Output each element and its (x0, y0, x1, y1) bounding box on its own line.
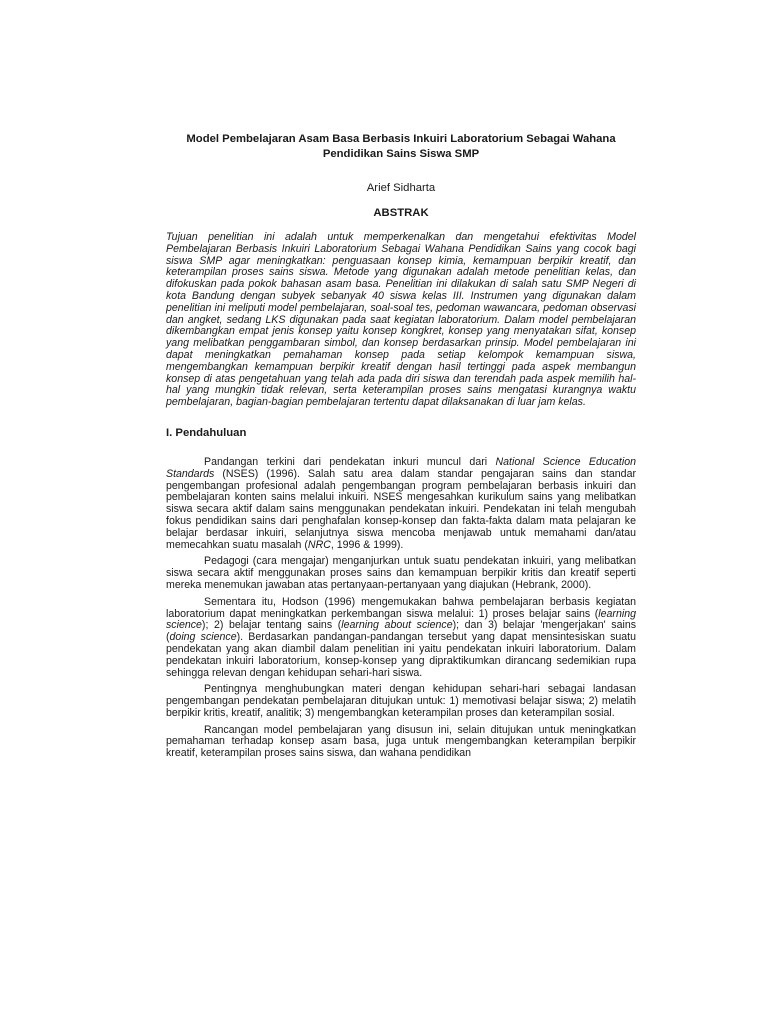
paper-title: Model Pembelajaran Asam Basa Berbasis Inkuiri Laboratorium Sebagai Wahana Pendidikan Sains Siswa SMP (186, 133, 616, 160)
p3-italic-doing-science: doing science (169, 631, 237, 644)
p3-text-a: Sementara itu, Hodson (1996) mengemukakan bahwa pembelajaran berbasis kegiatan laboratorium dapat meningkatkan perkembangan siswa melalui: 1) proses belajar sains ( (166, 595, 636, 620)
abstract-text: Tujuan penelitian ini adalah untuk memperkenalkan dan mengetahui efektivitas Model Pembelajaran Berbasis Inkuiri Laboratorium Sebagai Wahana Pendidikan Sains yang cocok bagi siswa SMP agar meningkatkan: penguasaan konsep kimia, kemampuan berpikir kreatif, dan keterampilan proses sains siswa. Metode yang digunakan adalah metode penelitian kelas, dan difokuskan pada pokok bahasan asam basa. Penelitian ini dilakukan di salah satu SMP Negeri di kota Bandung dengan subyek sebanyak 40 siswa kelas III. Instrumen yang digunakan dalam penelitian ini meliputi model pembelajaran, soal-soal tes, pedoman wawancara, pedoman observasi dan angket, sedang LKS digunakan pada saat kegiatan laboratorium. Dalam model pembelajaran dikembangkan empat jenis konsep yaitu konsep kongkret, konsep yang menyatakan sifat, konsep yang melibatkan penggambaran simbol, dan konsep berdasarkan prinsip. Model pembelajaran ini dapat meningkatkan pemahaman konsep pada setiap kelompok kemampuan siswa, mengembangkan kemampuan berpikir kreatif dengan hasil tertinggi pada aspek membangun konsep di atas pengetahuan yang telah ada pada diri siswa dan terendah pada aspek memilih hal-hal yang mungkin tidak relevan, serta keterampilan proses sains mengatasi kurangnya waktu pembelajaran, bagian-bagian pembelajaran tertentu dapat dilaksanakan di luar jam kelas. (166, 231, 636, 409)
p3-italic-learning-about-science: learning about science (341, 619, 453, 632)
paragraph-3 (166, 597, 636, 680)
abstract-heading: ABSTRAK (373, 207, 429, 219)
paragraph-2: Pedagogi (cara mengajar) menganjurkan untuk suatu pendekatan inkuiri, yang melibatkan siswa secara aktif menggunakan proses sains dan kemampuan berpikir kritis dan kreatif seperti mereka menemukan jawaban atas pertanyaan-pertanyaan yang diajukan (Hebrank, 2000). (166, 555, 636, 591)
p3-italic-learning-science: learning science (166, 607, 636, 632)
p3-text-e: ); dan 3) belajar 'mengerjakan' sains ( (166, 619, 637, 644)
p1-text-c: (NSES) (1996). Salah satu area dalam standar pengajaran sains dan standar pengembangan profesional adalah pengembangan program pembelajaran berbasis inkuiri dan pembelajaran konten sains melalui inkuiri. NSES mengesahkan kurikulum sains yang melibatkan siswa secara aktif dalam sains menggunakan pendekatan inkuiri. Pendekatan ini telah mengubah fokus pendidikan sains dari penghafalan konsep-konsep dan fakta-fakta dalam mata pelajaran ke belajar berdasar inkuiri, selanjutnya siswa mencoba menjawab untuk memahami dan/atau memecahkan suatu masalah ( (166, 467, 636, 551)
p1-text-e: , 1996 & 1999). (330, 538, 404, 551)
p1-italic-nses: National Science Education Standards (166, 455, 637, 480)
p1-italic-nrc: NRC (307, 538, 331, 551)
paragraph-5: Rancangan model pembelajaran yang disusun ini, selain ditujukan untuk meningkatkan pemahaman terhadap konsep asam basa, juga untuk mengembangkan keterampilan berpikir kreatif, keterampilan proses sains siswa, dan wahana pendidikan (166, 724, 636, 760)
section-heading: I. Pendahuluan (166, 426, 247, 439)
p1-text-a: Pandangan terkini dari pendekatan inkuri muncul dari (204, 455, 496, 468)
paragraph-1 (166, 457, 636, 551)
paragraph-4: Pentingnya menghubungkan materi dengan kehidupan sehari-hari sebagai landasan pengembangan pendekatan pembelajaran ditujukan untuk: 1) memotivasi belajar siswa; 2) melatih berpikir kritis, kreatif, analitik; 3) mengembangkan keterampilan proses dan keterampilan sosial. (166, 683, 636, 719)
author-name: Arief Sidharta (366, 182, 436, 194)
p3-text-g: ). Berdasarkan pandangan-pandangan tersebut yang dapat mensintesiskan suatu pendekatan yang akan diambil dalam penelitian ini yaitu pendekatan inkuiri laboratorium. Dalam pendekatan inkuiri laboratorium, konsep-konsep yang dipraktikumkan dirancang sedemikian rupa sehingga relevan dengan kehidupan sehari-hari siswa. (166, 631, 636, 679)
p3-text-c: ); 2) belajar tentang sains ( (201, 619, 342, 632)
